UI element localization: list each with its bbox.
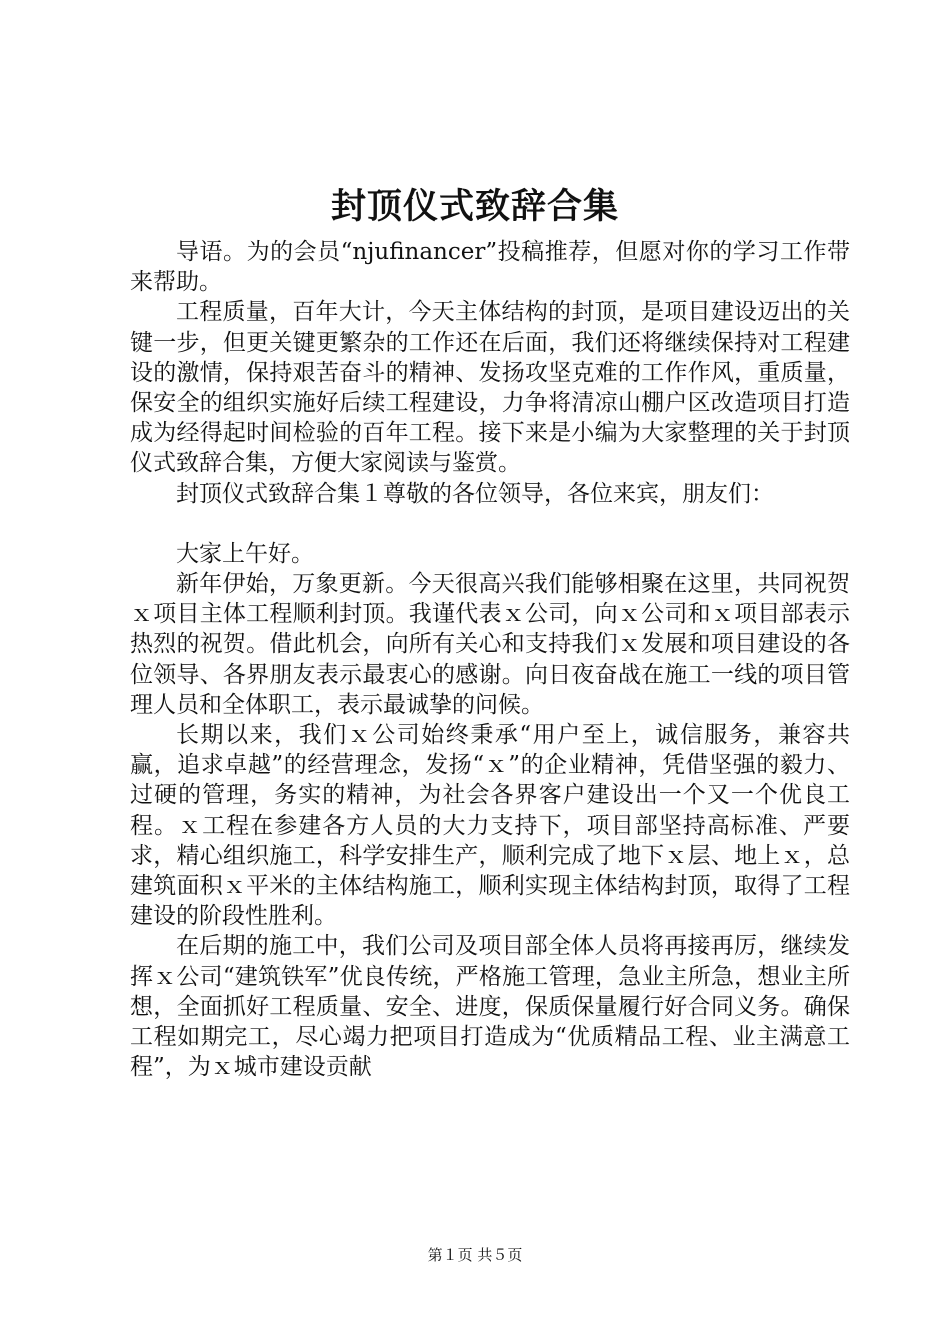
paragraph-intro: 导语。为的会员“njufinancer”投稿推荐，但愿对你的学习工作带来帮助。: [130, 239, 850, 296]
page-title: 封顶仪式致辞合集: [330, 186, 619, 227]
paragraph-speech-1-salutation: 封顶仪式致辞合集１尊敬的各位领导，各位来宾，朋友们：: [176, 480, 774, 507]
paragraph-future-construction: 在后期的施工中，我们公司及项目部全体人员将再接再厉，继续发挥ｘ公司“建筑铁军”优良传统，严格施工管理，急业主所急，想业主所想，全面抓好工程质量、安全、进度，保质保量履行好合同义务。确保工程如期完工，尽心竭力把项目打造成为“优质精品工程、业主满意工程”，为ｘ城市建设贡献: [130, 933, 850, 1081]
blank-line: [130, 509, 850, 539]
paragraph-company-philosophy: 长期以来，我们ｘ公司始终秉承“用户至上，诚信服务，兼容共赢，追求卓越”的经营理念，发扬“ｘ”的企业精神，凭借坚强的毅力、过硬的管理，务实的精神，为社会各界客户建设出一个又一个优良工程。ｘ工程在参建各方人员的大力支持下，项目部坚持高标准、严要求，精心组织施工，科学安排生产，顺利完成了地下ｘ层、地上ｘ，总建筑面积ｘ平米的主体结构施工，顺利实现主体结构封顶，取得了工程建设的阶段性胜利。: [130, 722, 850, 930]
paragraph-congratulations: 新年伊始，万象更新。今天很高兴我们能够相聚在这里，共同祝贺ｘ项目主体工程顺利封顶。我谨代表ｘ公司，向ｘ公司和ｘ项目部表示热烈的祝贺。借此机会，向所有关心和支持我们ｘ发展和项目建设的各位领导、各界朋友表示最衷心的感谢。向日夜奋战在施工一线的项目管理人员和全体职工，表示最诚挚的问候。: [130, 571, 850, 718]
paragraph-project-quality: 工程质量，百年大计，今天主体结构的封顶，是项目建设迈出的关键一步，但更关键更繁杂的工作还在后面，我们还将继续保持对工程建设的激情，保持艰苦奋斗的精神、发扬攻坚克难的工作作风，重质量，保安全的组织实施好后续工程建设，力争将清凉山棚户区改造项目打造成为经得起时间检验的百年工程。接下来是小编为大家整理的关于封顶仪式致辞合集，方便大家阅读与鉴赏。: [130, 299, 850, 477]
paragraph-greeting: 大家上午好。: [176, 540, 314, 567]
page-number-footer: 第１页 共５页: [427, 1246, 523, 1264]
document-body: [130, 237, 850, 1082]
